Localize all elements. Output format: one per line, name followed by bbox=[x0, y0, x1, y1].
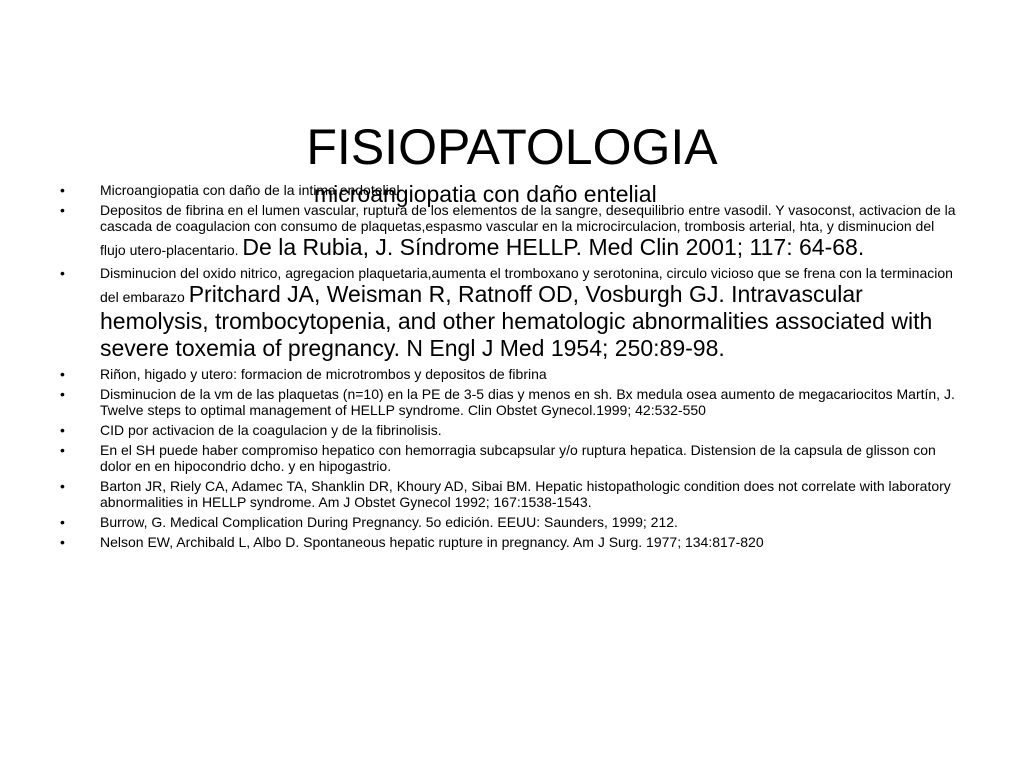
reference-text: De la Rubia, J. Síndrome HELLP. Med Clin 2001; 117: 64-68. bbox=[242, 234, 865, 260]
list-item-text: Microangiopatia con daño de la intima endotelial bbox=[100, 182, 400, 198]
bullet-icon: • bbox=[60, 422, 65, 438]
overlapping-subtitle: microangiopatia con daño entelial bbox=[314, 181, 657, 207]
list-item bbox=[60, 422, 960, 438]
bullet-list bbox=[60, 182, 960, 554]
list-item bbox=[60, 534, 960, 550]
list-item-text: Depositos de fibrina en el lumen vascular, ruptura de los elementos de la sangre, desequilibrio entre vasodil. Y vasoconst, activacion de la cascada de coagulacion con consumo de plaquetas,espasmo vascular en la microcirculacion, trombosis arterial, hta, y disminucion del flujo utero-placentario. bbox=[100, 202, 956, 258]
list-item-text: Barton JR, Riely CA, Adamec TA, Shanklin DR, Khoury AD, Sibai BM. Hepatic histopathologic condition does not correlate with laboratory abnormalities in HELLP syndrome. Am J Obstet Gynecol 1992; 167:1538-1543. bbox=[100, 478, 951, 510]
bullet-icon: • bbox=[60, 202, 65, 218]
bullet-icon: • bbox=[60, 366, 65, 382]
list-item-text: Disminucion del oxido nitrico, agregacion plaquetaria,aumenta el tromboxano y serotonina, circulo vicioso que se frena con la terminacion del embarazo bbox=[100, 265, 953, 305]
slide-title: FISIOPATOLOGIA bbox=[306, 119, 718, 175]
list-item bbox=[60, 202, 960, 261]
list-item-text: En el SH puede haber compromiso hepatico con hemorragia subcapsular y/o ruptura hepatica. Distension de la capsula de glisson con dolor en en hipocondrio dcho. y en hipogastrio. bbox=[100, 442, 936, 474]
list-item-text: Nelson EW, Archibald L, Albo D. Spontaneous hepatic rupture in pregnancy. Am J Surg. 1977; 134:817-820 bbox=[100, 534, 764, 550]
list-item-text: Burrow, G. Medical Complication During Pregnancy. 5o edición. EEUU: Saunders, 1999; 212. bbox=[100, 514, 678, 530]
list-item bbox=[60, 386, 960, 418]
bullet-icon: • bbox=[60, 182, 65, 198]
bullet-icon: • bbox=[60, 265, 65, 281]
reference-text: Pritchard JA, Weisman R, Ratnoff OD, Vosburgh GJ. Intravascular hemolysis, trombocytopenia, and other hematologic abnormalities associated with severe toxemia of pregnancy. N Engl J Med 1954; 250:89-98. bbox=[100, 281, 933, 361]
list-item bbox=[60, 265, 960, 362]
list-item-text: Riñon, higado y utero: formacion de microtrombos y depositos de fibrina bbox=[100, 366, 547, 382]
bullet-icon: • bbox=[60, 386, 65, 402]
list-item bbox=[60, 442, 960, 474]
list-item-text: CID por activacion de la coagulacion y de la fibrinolisis. bbox=[100, 422, 442, 438]
list-item bbox=[60, 366, 960, 382]
list-item bbox=[60, 478, 960, 510]
bullet-icon: • bbox=[60, 478, 65, 494]
bullet-icon: • bbox=[60, 514, 65, 530]
list-item-text: Disminucion de la vm de las plaquetas (n=10) en la PE de 3-5 dias y menos en sh. Bx medula osea aumento de megacariocitos Martín, J. Twelve steps to optimal management of HELLP syndrome. Clin Obstet Gynecol.1999; 42:532-550 bbox=[100, 386, 955, 418]
list-item bbox=[60, 514, 960, 530]
bullet-icon: • bbox=[60, 442, 65, 458]
bullet-icon: • bbox=[60, 534, 65, 550]
